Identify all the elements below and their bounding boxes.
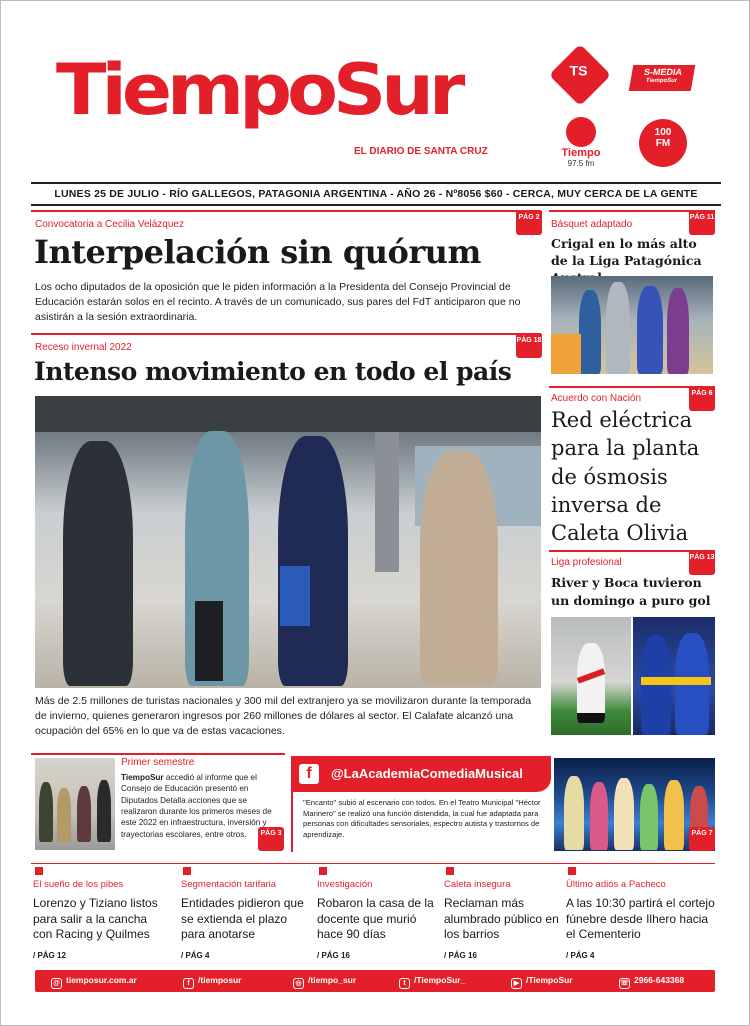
boca-photo[interactable] bbox=[633, 617, 715, 735]
semestre-brand: TiempoSur bbox=[121, 773, 164, 782]
brief-marker bbox=[35, 867, 43, 875]
academia-header[interactable] bbox=[291, 756, 551, 792]
sidebar3-kicker: Liga profesional bbox=[551, 557, 622, 568]
semestre-body: accedió al informe que el Consejo de Educación presentó en Diputados Detalla acciones que se realizaron durante los primeros meses de este 2022 en infraestructura, inversión y trayectorias escolares, entre otros. bbox=[121, 773, 272, 839]
smedia-label: S-MEDIA bbox=[643, 67, 683, 77]
twitter-icon: t bbox=[399, 978, 410, 989]
second-body: Más de 2.5 millones de turistas nacionales y 300 mil del extranjero ya se movilizaron durante la temporada de invierno, quienes generaron ingresos por 260 millones de dólares al sector. El Calafate alcanzó una ocupación del 65% en lo que va de estas vacaciones. bbox=[35, 695, 532, 737]
globe-icon: @ bbox=[51, 978, 62, 989]
instagram-icon: ◎ bbox=[293, 978, 304, 989]
footer-youtube-label: /TiempoSur bbox=[526, 975, 573, 985]
divider bbox=[31, 210, 541, 212]
academia-page-tag: PÁG 7 bbox=[689, 827, 715, 851]
brief-1[interactable] bbox=[33, 867, 159, 960]
sidebar1-page-tag: PÁG 11 bbox=[689, 211, 715, 235]
footer-instagram-label: /tiempo_sur bbox=[308, 975, 357, 985]
brief-marker bbox=[568, 867, 576, 875]
lead-headline[interactable]: Interpelación sin quórum bbox=[34, 233, 481, 271]
diputados-photo[interactable] bbox=[35, 758, 115, 850]
footer-youtube[interactable] bbox=[511, 975, 573, 989]
footer-web-label: tiemposur.com.ar bbox=[66, 975, 137, 985]
dateline: LUNES 25 DE JULIO - RÍO GALLEGOS, PATAGONIA ARGENTINA - AÑO 26 - Nº8056 $60 - CERCA, MUY CERCA DE LA GENTE bbox=[31, 182, 721, 206]
ts-badge-label: TS bbox=[569, 62, 588, 79]
footer-whatsapp-label: 2966-643368 bbox=[634, 975, 685, 985]
brief-marker bbox=[319, 867, 327, 875]
facebook-icon: f bbox=[183, 978, 194, 989]
tiempo-fm-badge[interactable] bbox=[558, 117, 604, 168]
brief-page: / PÁG 16 bbox=[444, 950, 477, 960]
semestre-page-tag: PÁG 3 bbox=[258, 827, 284, 851]
brief-page: / PÁG 12 bbox=[33, 950, 66, 960]
divider bbox=[31, 333, 541, 335]
brief-3[interactable] bbox=[317, 867, 443, 960]
masthead-logo[interactable]: TiempoSur bbox=[56, 49, 461, 131]
brief-page: / PÁG 16 bbox=[317, 950, 350, 960]
brief-title[interactable]: Robaron la casa de la docente que murió hace 90 días bbox=[317, 896, 434, 942]
sidebar2-headline[interactable]: Red eléctrica para la planta de ósmosis inversa de Caleta Olivia bbox=[551, 408, 700, 546]
youtube-icon: ▶ bbox=[511, 978, 522, 989]
brief-title[interactable]: Reclaman más alumbrado público en los barrios bbox=[444, 896, 559, 942]
river-photo[interactable] bbox=[551, 617, 631, 735]
academia-body: "Encanto" subió al escenario con todos. En el Teatro Municipal "Héctor Marinero" se realizó una función distendida, la cual fue adaptada para personas con dificultades sensoriales, espectro autista y trastornos de aprendizaje. bbox=[303, 798, 541, 839]
divider bbox=[31, 753, 285, 755]
footer-bar bbox=[35, 970, 715, 992]
brief-page: / PÁG 4 bbox=[566, 950, 595, 960]
lead-body: Los ocho diputados de la oposición que le piden información a la Presidenta del Consejo Provincial de Educación estarán solos en el recinto. A través de un comunicado, sus pares del FdT anticiparon que no asistirán a la sesión extraordinaria. bbox=[35, 281, 521, 323]
sidebar2-kicker: Acuerdo con Nación bbox=[551, 393, 642, 404]
divider bbox=[31, 863, 715, 864]
semestre-kicker: Primer semestre bbox=[121, 757, 195, 768]
brief-marker bbox=[183, 867, 191, 875]
sidebar3-headline[interactable]: River y Boca tuvieron un domingo a puro gol bbox=[551, 575, 711, 608]
brief-5[interactable] bbox=[566, 867, 716, 960]
footer-twitter-label: /TiempoSur_ bbox=[414, 975, 466, 985]
second-kicker: Receso invernal 2022 bbox=[35, 342, 132, 353]
radio-100-badge[interactable] bbox=[639, 119, 687, 167]
brief-kicker: Último adiós a Pacheco bbox=[566, 879, 666, 890]
radio-100-sub: FM bbox=[655, 138, 671, 149]
sidebar1-headline[interactable]: Crigal en lo más alto de la Liga Patagónica bbox=[551, 236, 702, 268]
brief-title[interactable]: Lorenzo y Tiziano listos para salir a la cancha con Racing y Quilmes bbox=[33, 896, 158, 942]
footer-facebook-label: /tiemposur bbox=[198, 975, 242, 985]
footer-twitter[interactable] bbox=[399, 975, 465, 989]
footer-instagram[interactable] bbox=[293, 975, 356, 989]
footer-web[interactable] bbox=[51, 975, 137, 989]
brief-kicker: Caleta insegura bbox=[444, 879, 511, 890]
brief-kicker: El sueño de los pibes bbox=[33, 879, 124, 890]
tiempo-fm-icon bbox=[566, 117, 596, 147]
footer-facebook[interactable] bbox=[183, 975, 241, 989]
tiempo-fm-label: Tiempo bbox=[561, 147, 601, 159]
lead-page-tag: PÁG 2 bbox=[516, 211, 542, 235]
lead-kicker: Convocatoria a Cecilia Velázquez bbox=[35, 219, 184, 230]
brief-page: / PÁG 4 bbox=[181, 950, 210, 960]
sidebar3-page-tag: PÁG 13 bbox=[689, 551, 715, 575]
airport-photo[interactable] bbox=[35, 396, 541, 688]
ts-logo-badge[interactable] bbox=[549, 44, 611, 106]
second-headline[interactable]: Intenso movimiento en todo el país bbox=[34, 357, 512, 386]
tiempo-fm-frequency: 97.5 fm bbox=[567, 159, 595, 168]
brief-title[interactable]: Entidades pidieron que se extienda el plazo para anotarse bbox=[181, 896, 304, 942]
brief-kicker: Segmentación tarifaria bbox=[181, 879, 277, 890]
footer-whatsapp[interactable] bbox=[619, 975, 684, 989]
radio-100-label: 100 bbox=[654, 127, 672, 138]
masthead-tagline: EL DIARIO DE SANTA CRUZ bbox=[354, 146, 488, 157]
second-page-tag: PÁG 18 bbox=[516, 334, 542, 358]
basketball-photo[interactable] bbox=[551, 276, 713, 374]
whatsapp-icon: ☏ bbox=[620, 980, 629, 987]
sidebar1-kicker: Básquet adaptado bbox=[551, 219, 633, 230]
brief-2[interactable] bbox=[181, 867, 307, 960]
sidebar2-page-tag: PÁG 6 bbox=[689, 387, 715, 411]
smedia-sub: TiempoSur bbox=[645, 77, 678, 84]
facebook-icon: f bbox=[299, 764, 319, 784]
brief-kicker: Investigación bbox=[317, 879, 373, 890]
academia-handle[interactable]: @LaAcademiaComediaMusical bbox=[331, 766, 523, 781]
brief-marker bbox=[446, 867, 454, 875]
brief-4[interactable] bbox=[444, 867, 570, 960]
brief-title[interactable]: A las 10:30 partirá el cortejo fúnebre desde Ilhero hacia el Cementerio bbox=[566, 896, 715, 942]
smedia-logo-badge[interactable] bbox=[629, 65, 696, 91]
